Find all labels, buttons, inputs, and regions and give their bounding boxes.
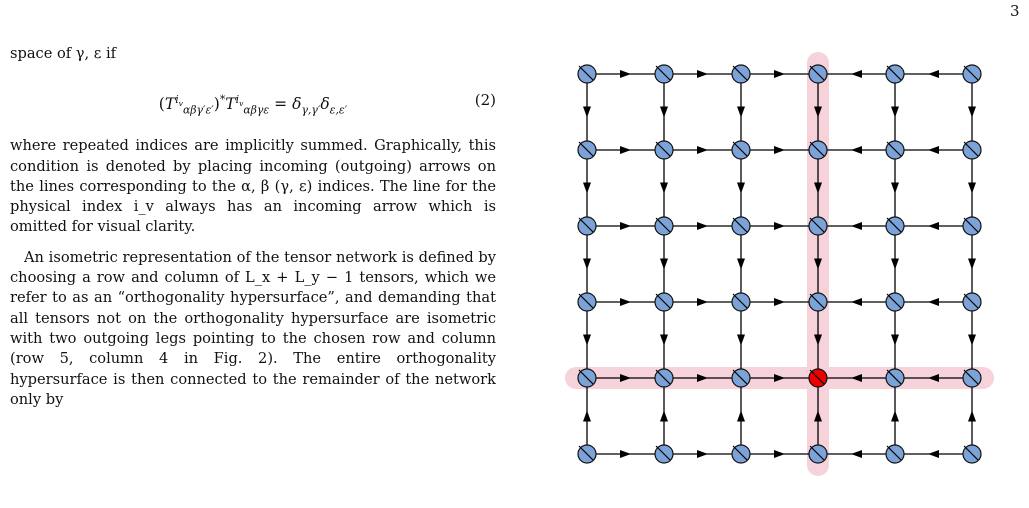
- edge-arrow: [774, 146, 785, 154]
- paragraph-1: where repeated indices are implicitly summed. Graphically, this condition is denoted by placing incoming (outgoing) arrows on the lines corresponding to the α, β (γ, ε) indices. The line for the physical index i_v always has an incoming arrow which is omitted for visual clarity.: [10, 137, 496, 236]
- edge-arrow: [583, 183, 591, 194]
- edge-arrow: [851, 70, 862, 78]
- edge-arrow: [891, 335, 899, 346]
- edge-arrow: [774, 298, 785, 306]
- edge-arrow: [620, 450, 631, 458]
- edge-arrow: [620, 222, 631, 230]
- edge-arrow: [660, 259, 668, 270]
- equation-block: [10, 68, 496, 134]
- edge-arrow: [660, 411, 668, 422]
- edge-arrow: [583, 259, 591, 270]
- edge-arrow: [968, 259, 976, 270]
- edge-arrow: [737, 259, 745, 270]
- edge-arrow: [737, 183, 745, 194]
- edge-arrow: [774, 450, 785, 458]
- edge-arrow: [851, 450, 862, 458]
- text-column: [10, 44, 496, 410]
- equation-number: (2): [474, 91, 496, 110]
- edge-arrow: [697, 146, 708, 154]
- edge-arrow: [968, 107, 976, 118]
- edge-arrow: [891, 411, 899, 422]
- edge-arrow: [891, 259, 899, 270]
- edge-arrow: [928, 222, 939, 230]
- edge-arrow: [737, 107, 745, 118]
- edge-arrow: [583, 107, 591, 118]
- edge-arrow: [620, 70, 631, 78]
- edge-arrow: [583, 335, 591, 346]
- edge-arrow: [660, 183, 668, 194]
- edge-arrow: [620, 298, 631, 306]
- intro-line: space of γ, ε if: [10, 45, 117, 62]
- edge-arrow: [891, 183, 899, 194]
- equation-2: $(T^{i_v}_{\alpha\beta\gamma'\varepsilon'})^*T^{i_v}_{\alpha\beta\gamma\varepsilon} = \delta_{\gamma,\gamma'}\delta_{\varepsilon,\varepsilon'}$: [158, 93, 348, 117]
- edge-arrow: [660, 107, 668, 118]
- edge-arrow: [697, 222, 708, 230]
- edge-arrow: [660, 335, 668, 346]
- tensor-network-grid: [560, 0, 1000, 504]
- edge-arrow: [697, 70, 708, 78]
- edge-arrow: [620, 146, 631, 154]
- edge-arrow: [774, 70, 785, 78]
- edge-arrow: [928, 450, 939, 458]
- edge-arrow: [968, 411, 976, 422]
- edge-arrow: [737, 335, 745, 346]
- edge-arrow: [928, 298, 939, 306]
- edge-arrow: [851, 298, 862, 306]
- edge-arrow: [583, 411, 591, 422]
- edge-arrow: [851, 146, 862, 154]
- tensor-network-figure: [560, 0, 1000, 504]
- edge-arrow: [851, 222, 862, 230]
- paragraph-2: An isometric representation of the tensor network is defined by choosing a row and column of L_x + L_y − 1 tensors, which we refer to as an “orthogonality hypersurface”, and demanding that all tensors not on the orthogonality hypersurface are isometric with two outgoing legs pointing to the chosen row and column (row 5, column 4 in Fig. 2). The entire orthogonality hypersurface is then connected to the remainder of the network only by: [10, 248, 496, 408]
- edge-arrow: [968, 335, 976, 346]
- edge-arrow: [697, 298, 708, 306]
- edge-arrow: [774, 222, 785, 230]
- edge-arrow: [928, 146, 939, 154]
- edge-arrow: [928, 70, 939, 78]
- edge-arrow: [968, 183, 976, 194]
- edge-arrow: [737, 411, 745, 422]
- page-number: 3: [1010, 2, 1020, 20]
- edge-arrow: [697, 450, 708, 458]
- edge-arrow: [891, 107, 899, 118]
